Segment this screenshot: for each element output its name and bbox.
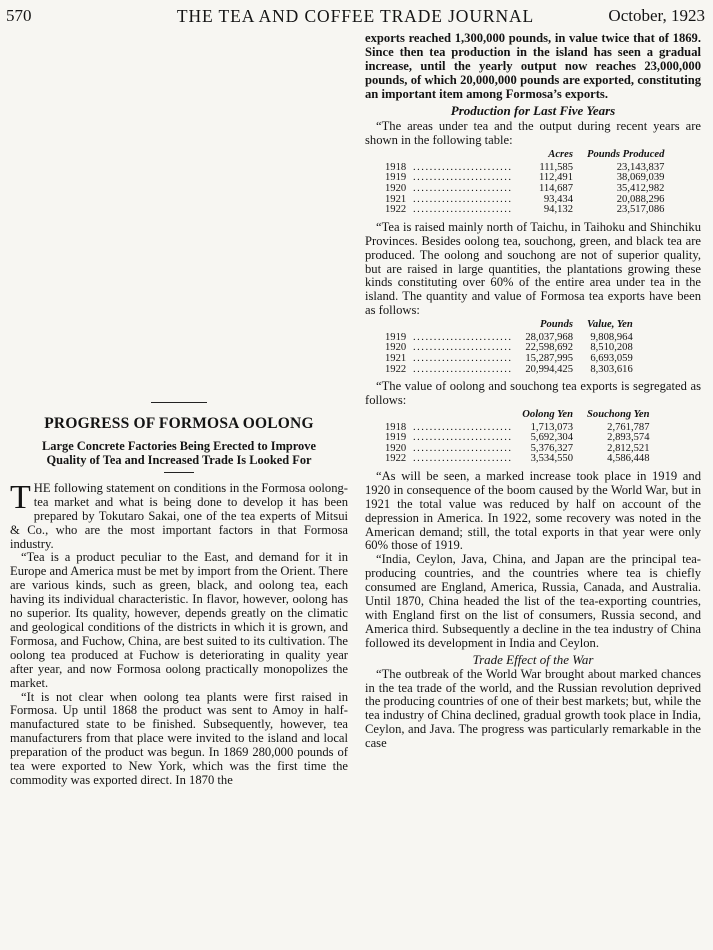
header-blank	[413, 410, 515, 423]
row-value: 111,585	[539, 161, 573, 173]
header-blank	[413, 320, 515, 333]
column-header: Acres	[548, 149, 573, 161]
header-blank	[385, 320, 413, 333]
table-header-row	[385, 410, 650, 423]
leader-dots: ........................	[413, 353, 513, 364]
paragraph-value: “The value of oolong and souchong tea exports is segregated as follows:	[365, 379, 701, 408]
row-value: 5,376,327	[530, 442, 573, 454]
row-year: 1921	[385, 352, 407, 364]
column-header: Pounds Produced	[587, 149, 665, 161]
table-header-row	[385, 150, 664, 163]
right-column	[365, 32, 701, 751]
leader-dots: ........................	[413, 184, 513, 195]
intro-text: HE following statement on conditions in the Formosa oolong-tea market and what is being done to develop it has been prepared by Tokutaro Sakai, one of the tea experts of Mitsui & Co., who are the most important factors in that Formosa industry.	[10, 480, 348, 551]
column-header: Pounds	[540, 319, 573, 331]
leader-dots: ........................	[413, 173, 513, 184]
paragraph-areas: “The areas under tea and the output during recent years are shown in the following table:	[365, 119, 701, 148]
row-year: 1922	[385, 453, 407, 465]
row-year: 1921	[385, 193, 407, 205]
paragraph-history: “It is not clear when oolong tea plants were first raised in Formosa. Up until 1868 the product was sent to Amoy in half-manufactured state to be finished. Subsequently, however, tea manufacturers from that place were invited to the island and local preparation of the product was begun. In 1869 280,000 pounds of tea were exported to New York, which was the first time the commodity was exported direct. In 1870 the	[10, 689, 348, 787]
row-value: 15,287,995	[525, 352, 573, 364]
leader-dots: ........................	[413, 443, 513, 454]
paragraph-india: “India, Ceylon, Java, China, and Japan are the principal tea-producing countries, and the countries where tea is chiefly consumed are England, America, Russia, Canada, and Australia. Until 1870, China headed the list of the tea-exporting countries, with England first on the list of consumers, Russia second, and America third. Subsequently a decline in the tea industry of China followed its development in India and Ceylon.	[365, 552, 701, 650]
left-column	[10, 402, 348, 788]
leader-dots: ........................	[413, 422, 513, 433]
paragraph-tea-product: “Tea is a product peculiar to the East, and demand for it in Europe and America must be met by import from the Orient. There are various kinds, such as green, black, and oolong tea, each having its individual characteristic. In flavor, however, oolong has no superior. Its quality, however, depends greatly on the climatic and geological conditions of the districts in which it is grown, and Formosa, and Fuchow, China, are best suited to its cultivation. The oolong tea produced at Fuchow is deteriorating in quality year after year, and now Formosa oolong practically monopolizes the market.	[10, 550, 348, 690]
row-value: 22,598,692	[525, 342, 573, 354]
row-value: 6,693,059	[590, 352, 633, 364]
row-year: 1918	[385, 421, 407, 433]
row-value: 5,692,304	[530, 432, 573, 444]
leader-dots: ........................	[413, 454, 513, 465]
segregated-table	[385, 410, 650, 465]
paragraph-increase: “As will be seen, a marked increase took place in 1919 and 1920 in consequence of the boom caused by the World War, but in 1921 the total value was reduced by half on account of the depression in America. In 1922, some recovery was noted in the American demand; still, the total exports in that year were only 60% those of 1919.	[365, 468, 701, 553]
intro-paragraph	[10, 478, 348, 552]
row-year: 1920	[385, 183, 407, 195]
row-value: 8,303,616	[590, 363, 633, 375]
leader-dots: ........................	[413, 194, 513, 205]
title-rule-bottom	[164, 472, 194, 473]
column-header: Value, Yen	[587, 319, 633, 331]
leader-dots: ........................	[413, 343, 513, 354]
row-value: 9,808,964	[590, 331, 633, 343]
row-year: 1919	[385, 331, 407, 343]
table-row	[385, 365, 633, 376]
section-heading-war: Trade Effect of the War	[472, 651, 594, 667]
paragraph-war: “The outbreak of the World War brought about marked chances in the tea trade of the world, and the Russian revolution deprived the producing countries of one of their best markets; but, while the tea industry of China declined, gradual growth took place in India, Ceylon, and Java. The progress was particularly remarkable in the case	[365, 666, 701, 751]
row-value: 1,713,073	[530, 421, 573, 433]
issue-date: October, 1923	[608, 6, 705, 25]
article-title: PROGRESS OF FORMOSA OOLONG	[44, 415, 314, 432]
page-number: 570	[6, 6, 32, 25]
row-year: 1920	[385, 442, 407, 454]
row-value: 4,586,448	[607, 453, 650, 465]
row-value: 2,893,574	[607, 432, 650, 444]
row-value: 38,069,039	[616, 172, 665, 184]
row-value: 112,491	[538, 172, 573, 184]
row-value: 93,434	[543, 193, 573, 205]
paragraph-exports-continued: exports reached 1,300,000 pounds, in value twice that of 1869. Since then tea production in the island has seen a gradual increase, until the yearly output now reaches 23,000,000 pounds, of which 20,000,000 pounds are exported, constituting an important item among Formosa’s exports.	[365, 31, 701, 101]
row-value: 2,761,787	[607, 421, 650, 433]
column-header: Souchong Yen	[587, 408, 650, 420]
header-blank	[385, 150, 413, 163]
table-row	[385, 205, 664, 216]
table-header-row	[385, 320, 633, 333]
header-blank	[413, 150, 515, 163]
row-value: 114,687	[538, 183, 573, 195]
leader-dots: ........................	[413, 433, 513, 444]
section-heading-production: Production for Last Five Years	[450, 102, 616, 118]
table-row	[385, 454, 650, 465]
row-value: 2,812,521	[607, 442, 650, 454]
drop-cap: T	[10, 478, 31, 516]
row-year: 1918	[385, 161, 407, 173]
row-value: 35,412,982	[616, 183, 665, 195]
paragraph-raised: “Tea is raised mainly north of Taichu, in Taihoku and Shinchiku Provinces. Besides oolong tea, souchong, green, and black tea are produced. The oolong and souchong are not of superior quality, but are raised in large quantities, the plantations growing these kinds constituting over 60% of the entire area under tea in the island. The quantity and value of Formosa tea exports have been as follows:	[365, 219, 701, 318]
row-value: 20,088,296	[616, 193, 665, 205]
title-rule-top	[151, 402, 207, 403]
row-year: 1919	[385, 172, 407, 184]
article-subtitle: Large Concrete Factories Being Erected to Improve Quality of Tea and Increased Trade Is Looked For	[42, 438, 316, 468]
header-blank	[385, 410, 413, 423]
row-value: 28,037,968	[525, 331, 573, 343]
row-value: 8,510,208	[590, 342, 633, 354]
journal-title: THE TEA AND COFFEE TRADE JOURNAL	[176, 6, 535, 26]
row-year: 1920	[385, 342, 407, 354]
row-value: 23,143,837	[616, 161, 665, 173]
leader-dots: ........................	[413, 162, 513, 173]
exports-table	[385, 320, 633, 375]
table-row	[385, 354, 633, 365]
row-value: 3,534,550	[530, 453, 573, 465]
page-header	[6, 6, 705, 28]
row-year: 1922	[385, 363, 407, 375]
leader-dots: ........................	[413, 364, 513, 375]
leader-dots: ........................	[413, 205, 513, 216]
leader-dots: ........................	[413, 332, 513, 343]
row-value: 23,517,086	[616, 204, 665, 216]
row-value: 94,132	[543, 204, 573, 216]
production-table	[385, 150, 664, 216]
row-value: 20,994,425	[525, 363, 573, 375]
row-year: 1919	[385, 432, 407, 444]
row-year: 1922	[385, 204, 407, 216]
column-header: Oolong Yen	[522, 408, 573, 420]
